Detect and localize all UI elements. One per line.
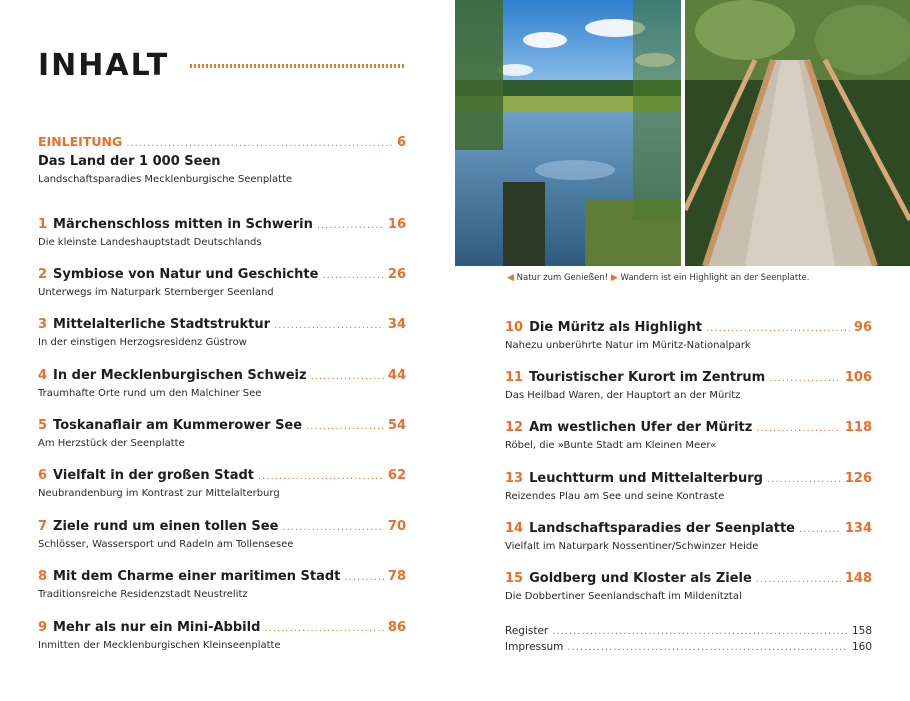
lake-photo [455,0,681,266]
chapter-subtitle: Die kleinste Landeshauptstadt Deutschlands [38,237,262,248]
chapter-number: 9 [38,620,48,635]
photo-caption [507,273,809,283]
leader-dots [126,138,393,149]
toc-entry-8[interactable] [38,569,406,600]
chapter-number: 12 [505,420,524,435]
chapter-page: 148 [844,571,872,586]
chapter-number: 4 [38,368,48,383]
chapter-page: 34 [387,317,406,332]
chapter-page: 70 [387,519,406,534]
leader-dots [322,270,383,281]
chapter-subtitle: Unterwegs im Naturpark Sternberger Seenland [38,287,274,298]
leader-dots [799,524,841,535]
chapter-subtitle: Reizendes Plau am See und seine Kontraste [505,491,725,502]
chapter-page: 106 [844,370,872,385]
chapter-subtitle: Neubrandenburg im Kontrast zur Mittelalterburg [38,488,280,499]
chapter-subtitle: Traditionsreiche Residenzstadt Neustrelitz [38,589,248,600]
toc-register[interactable] [505,625,872,637]
chapter-page: 134 [844,521,872,536]
toc-entry-6[interactable] [38,468,406,499]
page-title: INHALT [38,48,170,83]
chapter-title: Touristischer Kurort im Zentrum [529,370,766,385]
chapter-page: 16 [387,217,406,232]
chapter-page: 126 [844,471,872,486]
chapter-subtitle: Nahezu unberührte Natur im Müritz-Nationalpark [505,340,751,351]
chapter-page: 62 [387,468,406,483]
chapter-page: 54 [387,418,406,433]
toc-entry-9[interactable] [38,620,406,651]
chapter-number: 11 [505,370,524,385]
chapter-title: Ziele rund um einen tollen See [53,519,279,534]
toc-entry-15[interactable] [505,571,872,602]
leader-dots [311,371,384,382]
chapter-title: Märchenschloss mitten in Schwerin [53,217,313,232]
chapter-number: 1 [38,217,48,232]
appendix-label: Impressum [505,641,564,653]
leader-dots [756,574,841,585]
chapter-title: Am westlichen Ufer der Müritz [529,420,753,435]
chapter-page: 118 [844,420,872,435]
chapter-number: 8 [38,569,48,584]
appendix-page: 160 [851,641,872,653]
toc-entry-11[interactable] [505,370,872,401]
leader-dots [317,220,384,231]
chapter-page: 78 [387,569,406,584]
chapter-number: 15 [505,571,524,586]
chapter-title: Mehr als nur ein Mini-Abbild [53,620,261,635]
intro-label: EINLEITUNG [38,134,123,149]
chapter-title: In der Mecklenburgischen Schweiz [53,368,307,383]
arrow-left-icon: ◀ [507,273,514,283]
chapter-subtitle: Traumhafte Orte rund um den Malchiner See [38,388,262,399]
chapter-subtitle: Inmitten der Mecklenburgischen Kleinseenplatte [38,640,281,651]
chapter-number: 3 [38,317,48,332]
chapter-page: 96 [853,320,872,335]
chapter-page: 26 [387,267,406,282]
chapter-page: 86 [387,620,406,635]
chapter-subtitle: Das Heilbad Waren, der Hauptort an der Müritz [505,390,741,401]
intro-subtitle: Landschaftsparadies Mecklenburgische Seenplatte [38,174,293,185]
leader-dots [567,642,848,653]
chapter-title: Die Müritz als Highlight [529,320,703,335]
appendix-label: Register [505,625,549,637]
toc-entry-7[interactable] [38,519,406,550]
caption-right: Wandern ist ein Highlight an der Seenplatte. [620,273,810,283]
chapter-number: 2 [38,267,48,282]
leader-dots [769,373,841,384]
toc-entry-14[interactable] [505,521,872,552]
toc-entry-2[interactable] [38,267,406,298]
chapter-subtitle: Am Herzstück der Seenplatte [38,438,185,449]
chapter-number: 7 [38,519,48,534]
leader-dots [306,421,384,432]
chapter-number: 13 [505,471,524,486]
arrow-right-icon: ▶ [610,273,618,283]
leader-dots [706,323,850,334]
toc-intro[interactable] [38,134,406,185]
leader-dots [756,423,841,434]
intro-page: 6 [396,135,406,150]
leader-dots [344,572,384,583]
chapter-page: 44 [387,368,406,383]
leader-dots [258,471,384,482]
toc-entry-1[interactable] [38,217,406,248]
toc-entry-5[interactable] [38,418,406,449]
toc-entry-3[interactable] [38,317,406,348]
chapter-title: Mittelalterliche Stadtstruktur [53,317,271,332]
chapter-title: Symbiose von Natur und Geschichte [53,267,319,282]
leader-dots [767,474,841,485]
leader-dots [282,522,384,533]
chapter-title: Leuchtturm und Mittelalterburg [529,471,763,486]
leader-dots [274,320,384,331]
chapter-subtitle: Vielfalt im Naturpark Nossentiner/Schwinzer Heide [505,541,759,552]
chapter-subtitle: In der einstigen Herzogsresidenz Güstrow [38,337,247,348]
toc-entry-13[interactable] [505,471,872,502]
chapter-number: 10 [505,320,524,335]
intro-title: Das Land der 1 000 Seen [38,154,221,169]
toc-entry-12[interactable] [505,420,872,451]
chapter-subtitle: Schlösser, Wassersport und Radeln am Tollensesee [38,539,294,550]
chapter-number: 6 [38,468,48,483]
chapter-title: Toskanaflair am Kummerower See [53,418,303,433]
caption-left: Natur zum Genießen! [516,273,609,283]
chapter-subtitle: Die Dobbertiner Seenlandschaft im Mildenitztal [505,591,742,602]
toc-impressum[interactable] [505,641,872,653]
boardwalk-photo [685,0,910,266]
chapter-title: Landschaftsparadies der Seenplatte [529,521,795,536]
chapter-title: Vielfalt in der großen Stadt [53,468,254,483]
title-divider [190,64,404,68]
appendix-page: 158 [851,625,872,637]
chapter-title: Goldberg und Kloster als Ziele [529,571,752,586]
chapter-subtitle: Röbel, die »Bunte Stadt am Kleinen Meer« [505,440,717,451]
chapter-title: Mit dem Charme einer maritimen Stadt [53,569,341,584]
chapter-number: 5 [38,418,48,433]
toc-entry-10[interactable] [505,320,872,351]
leader-dots [264,623,384,634]
leader-dots [552,626,848,637]
toc-entry-4[interactable] [38,368,406,399]
chapter-number: 14 [505,521,524,536]
